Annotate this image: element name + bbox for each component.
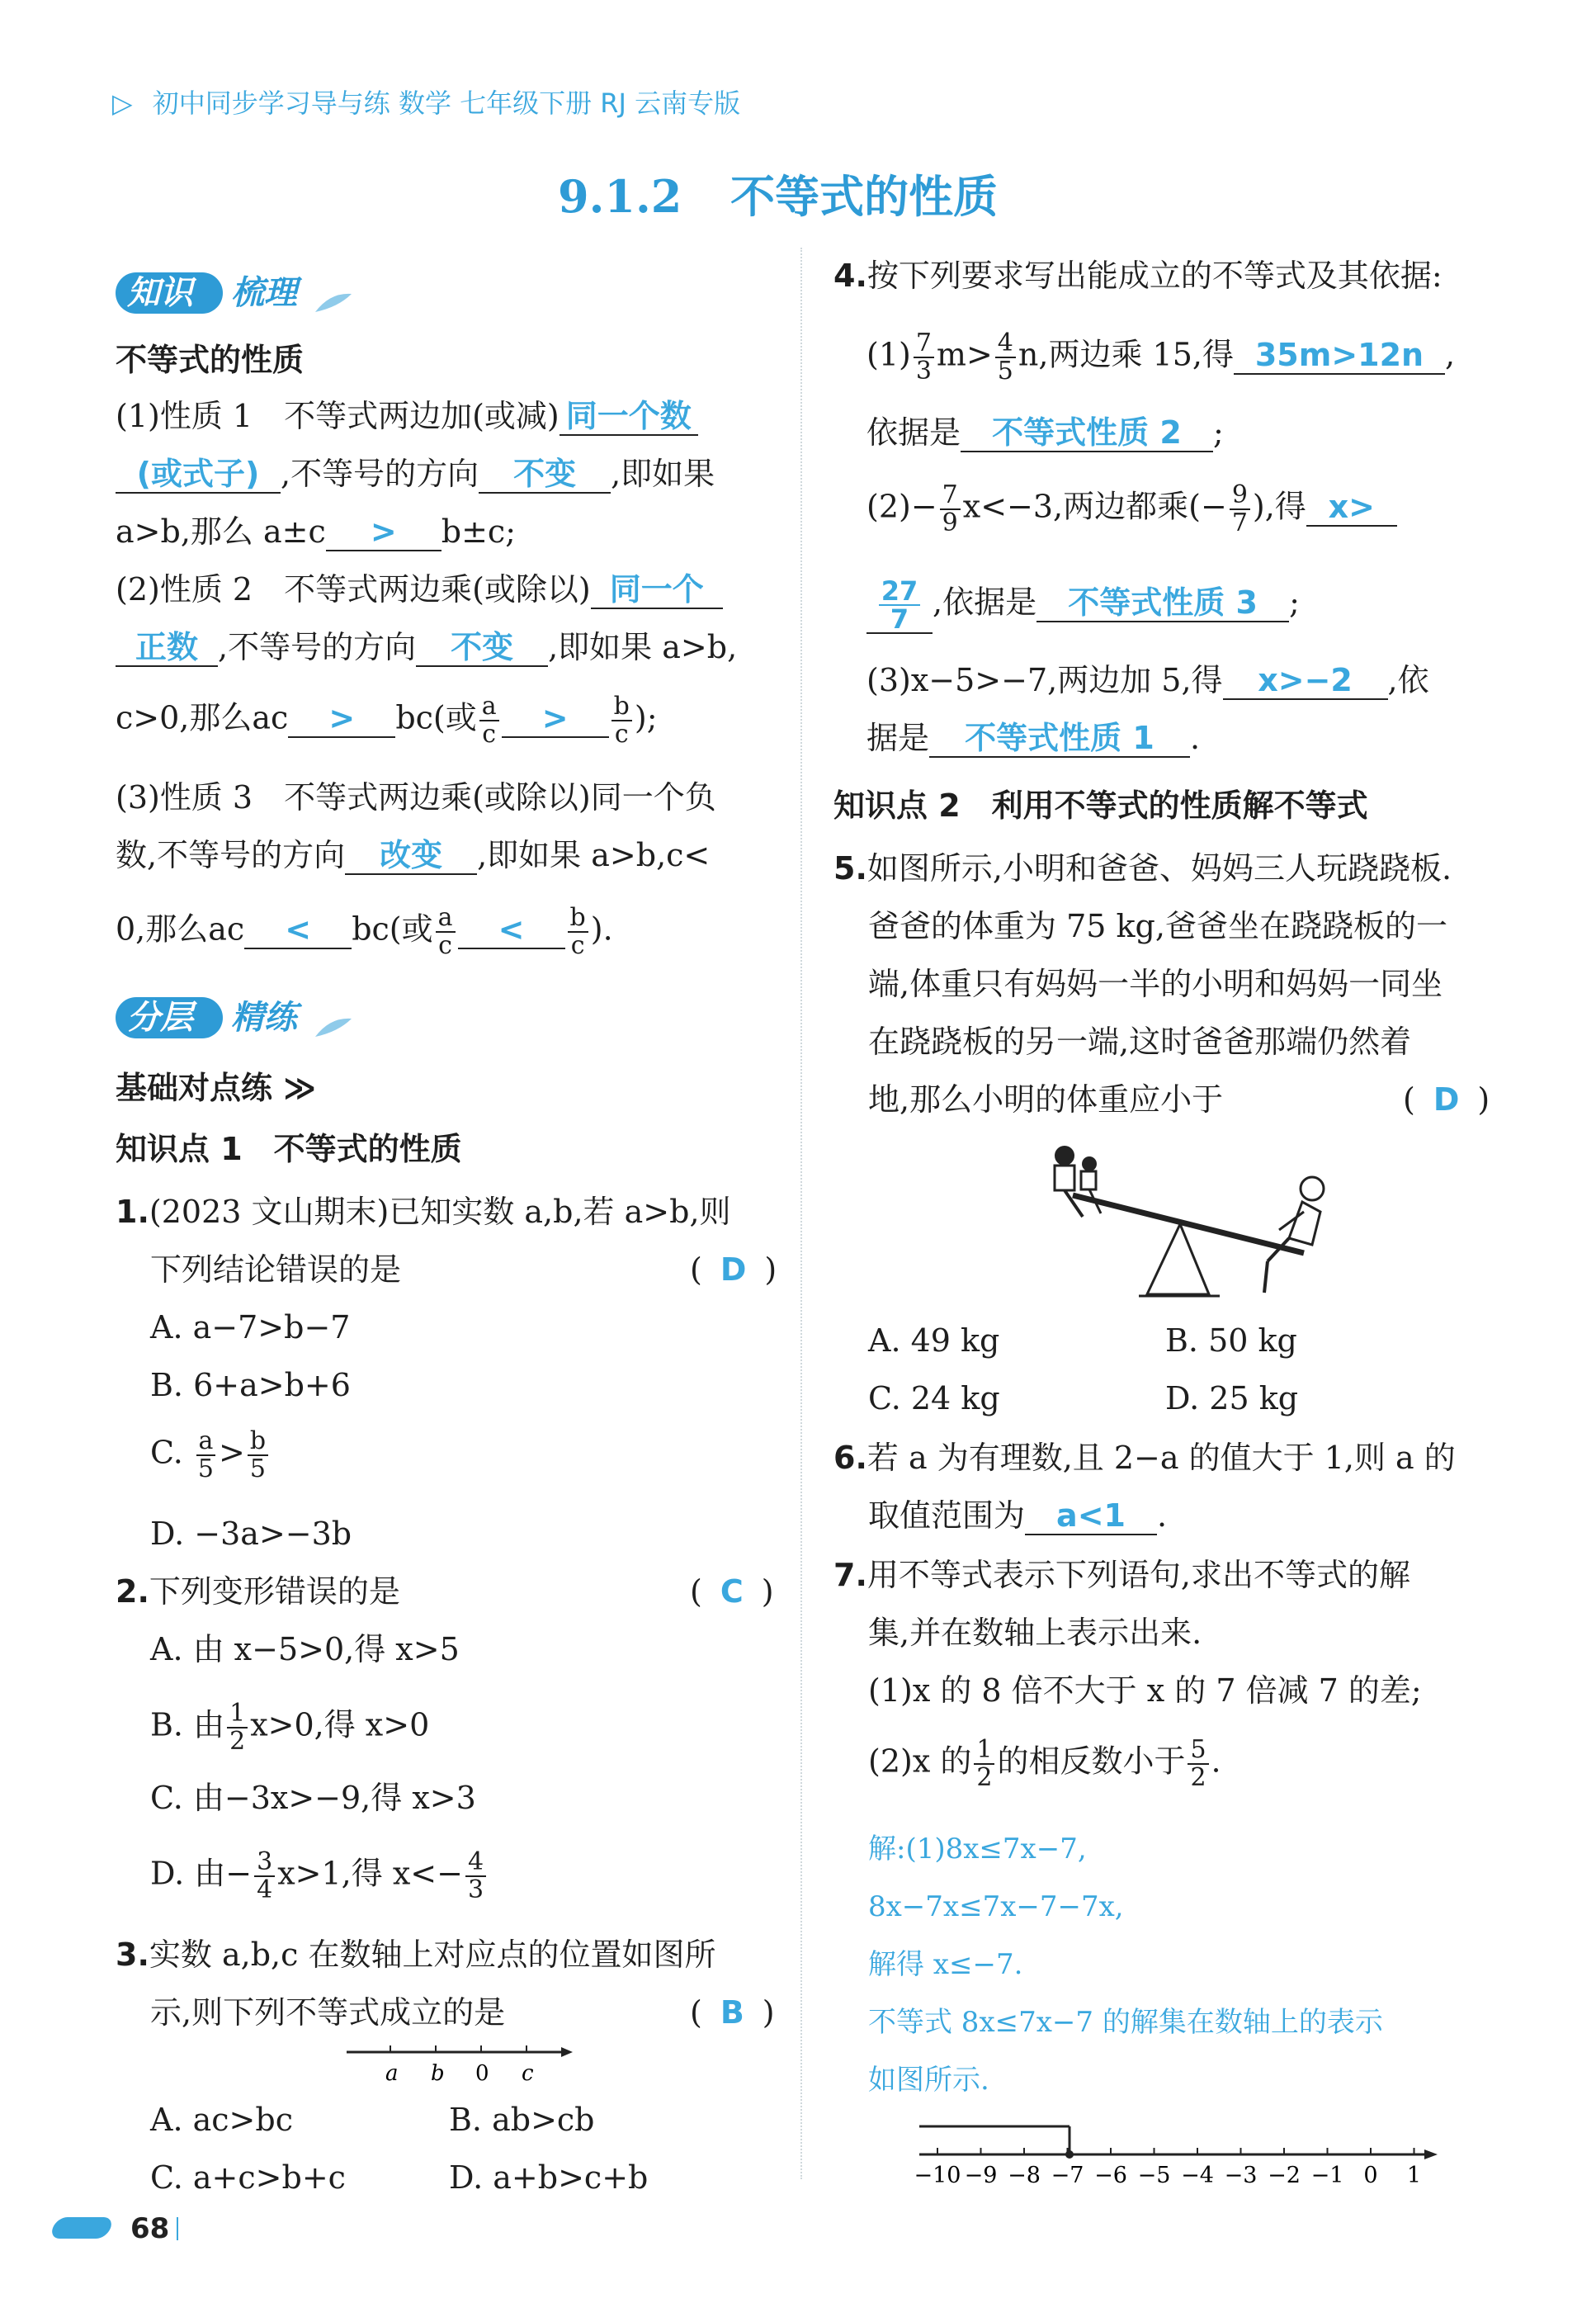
kb-p2-line2: 正数 ,不等号的方向 不变 ,即如果 a>b,: [116, 624, 737, 670]
header-text: 初中同步学习导与练 数学 七年级下册 RJ 云南专版: [152, 87, 741, 119]
kb-p2-answer1: 同一个: [591, 571, 723, 609]
running-header: [112, 83, 740, 121]
q5-answer: ( D ): [1403, 1081, 1490, 1118]
q7-axis-label: −10: [914, 2163, 961, 2186]
q4-s2-basis: $\frac{27}{7}$ ,依据是 不等式性质 3 ;: [866, 578, 1300, 634]
kb-p1-answer3: >: [326, 513, 441, 551]
section-number: 9.1.2: [558, 170, 682, 223]
q4-s3: (3)x−5>−7,两边加 5,得 x>−2 ,依: [866, 662, 1429, 698]
q7-solution-4: 不等式 8x≤7x−7 的解集在数轴上的表示: [868, 2006, 1383, 2039]
q1-option-d[interactable]: D. −3a>−3b: [150, 1516, 352, 1552]
q1-option-a[interactable]: A. a−7>b−7: [150, 1309, 351, 1345]
q4-s2-answer: x>: [1306, 489, 1397, 527]
q3-option-b[interactable]: B. ab>cb: [449, 2102, 595, 2138]
q7-axis-label: −1: [1310, 2163, 1344, 2186]
kb-p1-answer1b: (或式子): [116, 456, 281, 494]
q2-option-c[interactable]: C. 由−3x>−9,得 x>3: [150, 1780, 476, 1816]
q3-option-d[interactable]: D. a+b>c+b: [449, 2159, 649, 2196]
q7-number-line: [913, 2120, 1441, 2186]
q2-option-b[interactable]: B. 由 $\frac{1}{2}$ x>0,得 x>0: [150, 1699, 430, 1756]
section-title: [558, 162, 998, 225]
basic-practice-title: 基础对点练 ≫: [116, 1070, 317, 1106]
kb-p2-line1: (2)性质 2 不等式两边乘(或除以) 同一个: [116, 566, 723, 612]
q4-s1-answer: 35m>12n: [1234, 337, 1445, 375]
page-number-divider: [177, 2217, 178, 2240]
kb-p3-answer3: <: [458, 911, 565, 949]
q3-option-a[interactable]: A. ac>bc: [150, 2102, 293, 2138]
kb-p2-answer4: >: [502, 700, 609, 738]
q3-line2: 示,则下列不等式成立的是: [150, 1994, 506, 2031]
q7-axis-label: −3: [1224, 2163, 1258, 2186]
q4-stem: 4.按下列要求写出能成立的不等式及其依据:: [833, 258, 1443, 294]
q7-axis-label: 1: [1406, 2163, 1422, 2186]
q3-axis-label-0: 0: [475, 2061, 489, 2086]
q1-option-b[interactable]: B. 6+a>b+6: [150, 1367, 351, 1403]
q4-s2: (2)− $\frac{7}{9}$ x<−3,两边都乘(− $\frac{9}{7}$ ),得 x>: [866, 482, 1397, 537]
column-divider: [800, 248, 804, 2179]
q3-axis-label-b: b: [431, 2061, 445, 2086]
leaf-icon: [314, 291, 355, 315]
practice-badge: [116, 994, 355, 1042]
q5-line5: 地,那么小明的体重应小于: [868, 1081, 1224, 1118]
q4-s2-answer-frac: $\frac{27}{7}$: [866, 578, 933, 634]
q1-line2: 下列结论错误的是: [150, 1251, 402, 1288]
kb-p1-line1: (1)性质 1 不等式两边加(或减) 同一个数: [116, 393, 698, 439]
q4-s3-answer: x>−2: [1223, 662, 1388, 700]
kb-p3-line2: 数,不等号的方向 改变 ,即如果 a>b,c<: [116, 837, 711, 873]
q7-axis-label: −2: [1268, 2163, 1301, 2186]
q4-s3-basis-answer: 不等式性质 1: [929, 720, 1190, 758]
q7-line3: (1)x 的 8 倍不大于 x 的 7 倍减 7 的差;: [868, 1672, 1422, 1709]
kb-p1-line2: (或式子) ,不等号的方向 不变 ,即如果: [116, 451, 715, 497]
kb-p2-answer3: >: [288, 700, 395, 738]
practice-badge-a: 分层: [127, 999, 193, 1037]
q2-option-d[interactable]: D. 由− $\frac{3}{4}$ x>1,得 x<− $\frac{4}{3}$: [150, 1849, 489, 1903]
knowledge-badge: [116, 269, 355, 317]
kb-p2-answer1b: 正数: [116, 629, 218, 667]
kb-heading: 不等式的性质: [116, 342, 305, 378]
q6-answer: a<1: [1025, 1497, 1157, 1535]
q7-axis-label: −5: [1137, 2163, 1171, 2186]
q7-axis-label: −4: [1181, 2163, 1214, 2186]
q7-solution-3: 解得 x≤−7.: [868, 1948, 1023, 1981]
page-number-bar: [49, 2217, 114, 2239]
q3-axis-label-c: c: [522, 2061, 534, 2086]
q3-number-line: [338, 2036, 578, 2093]
kb-p1-line3: a>b,那么 a±c > b±c;: [116, 513, 517, 550]
knowledge-point-1: 知识点 1 不等式的性质: [116, 1131, 462, 1167]
knowledge-badge-a: 知识: [127, 274, 193, 312]
q7-axis-label: 0: [1363, 2163, 1378, 2186]
q7-line2: 集,并在数轴上表示出来.: [868, 1615, 1202, 1651]
q5-option-a[interactable]: A. 49 kg: [868, 1322, 1000, 1359]
kb-p1-answer1: 同一个数: [560, 398, 698, 436]
kb-p2-line3: c>0,那么ac > bc(或 $\frac{a}{c}$ > $\frac{b}{c}$ );: [116, 692, 658, 749]
kb-p3-answer1: 改变: [345, 837, 477, 875]
knowledge-point-2: 知识点 2 利用不等式的性质解不等式: [833, 787, 1368, 824]
q5-option-c[interactable]: C. 24 kg: [868, 1380, 1000, 1416]
q5-option-b[interactable]: B. 50 kg: [1165, 1322, 1297, 1359]
q7-axis-label: −8: [1008, 2163, 1041, 2186]
header-arrow-icon: ▷: [112, 87, 133, 119]
page-number: 68: [130, 2212, 170, 2245]
q7-line4: (2)x 的 $\frac{1}{2}$ 的相反数小于 $\frac{5}{2}$ .: [868, 1735, 1221, 1792]
q4-s1-basis-answer: 不等式性质 2: [961, 414, 1213, 452]
q5-line3: 端,体重只有妈妈一半的小明和妈妈一同坐: [868, 966, 1443, 1002]
q1-answer: ( D ): [690, 1251, 777, 1288]
q2-answer: ( C ): [690, 1573, 774, 1610]
kb-p2-answer2: 不变: [416, 629, 548, 667]
q7-solution-1: 解:(1)8x≤7x−7,: [868, 1833, 1087, 1866]
kb-p3-line1: (3)性质 3 不等式两边乘(或除以)同一个负: [116, 779, 716, 816]
q1-option-c[interactable]: C. $\frac{a}{5}$ > $\frac{b}{5}$: [150, 1428, 271, 1483]
practice-badge-b: 精练: [231, 999, 297, 1037]
q2-option-a[interactable]: A. 由 x−5>0,得 x>5: [150, 1631, 460, 1667]
q5-line4: 在跷跷板的另一端,这时爸爸那端仍然着: [868, 1024, 1412, 1060]
q2-stem: 2.下列变形错误的是: [116, 1573, 400, 1610]
q4-s1-basis: 依据是 不等式性质 2 ;: [866, 414, 1224, 451]
q5-option-d[interactable]: D. 25 kg: [1165, 1380, 1299, 1416]
seesaw-illustration: [1032, 1137, 1353, 1311]
kb-p3-answer2: <: [244, 911, 352, 949]
q3-option-c[interactable]: C. a+c>b+c: [150, 2159, 346, 2196]
q4-s3-basis: 据是 不等式性质 1 .: [866, 720, 1201, 756]
q3-line1: 3.实数 a,b,c 在数轴上对应点的位置如图所: [116, 1937, 716, 1973]
q3-axis-label-a: a: [385, 2061, 399, 2086]
q6-line1: 6.若 a 为有理数,且 2−a 的值大于 1,则 a 的: [833, 1440, 1456, 1476]
q7-line1: 7.用不等式表示下列语句,求出不等式的解: [833, 1557, 1410, 1593]
q7-axis-label: −9: [964, 2163, 998, 2186]
q5-line1: 5.如图所示,小明和爸爸、妈妈三人玩跷跷板.: [833, 850, 1452, 887]
kb-p1-answer2: 不变: [479, 456, 611, 494]
q5-line2: 爸爸的体重为 75 kg,爸爸坐在跷跷板的一: [868, 908, 1447, 944]
leaf-icon: [314, 1015, 355, 1040]
knowledge-badge-b: 梳理: [231, 274, 297, 312]
q4-s1: (1) $\frac{7}{3}$ m> $\frac{4}{5}$ n,两边乘 15,得 35m>12n ,: [866, 329, 1456, 385]
q7-axis-label: −7: [1051, 2163, 1084, 2186]
q4-s2-basis-answer: 不等式性质 3: [1036, 584, 1289, 622]
q1-line1: 1.(2023 文山期末)已知实数 a,b,若 a>b,则: [116, 1194, 731, 1230]
q6-line2: 取值范围为 a<1 .: [868, 1497, 1168, 1534]
q7-solution-5: 如图所示.: [868, 2064, 989, 2097]
q3-answer: ( B ): [690, 1994, 775, 2031]
q7-axis-label: −6: [1094, 2163, 1127, 2186]
kb-p3-line3: 0,那么ac < bc(或 $\frac{a}{c}$ < $\frac{b}{c}$ ).: [116, 903, 613, 960]
q7-solution-2: 8x−7x≤7x−7−7x,: [868, 1890, 1124, 1923]
section-title-text: 不等式的性质: [730, 171, 999, 223]
